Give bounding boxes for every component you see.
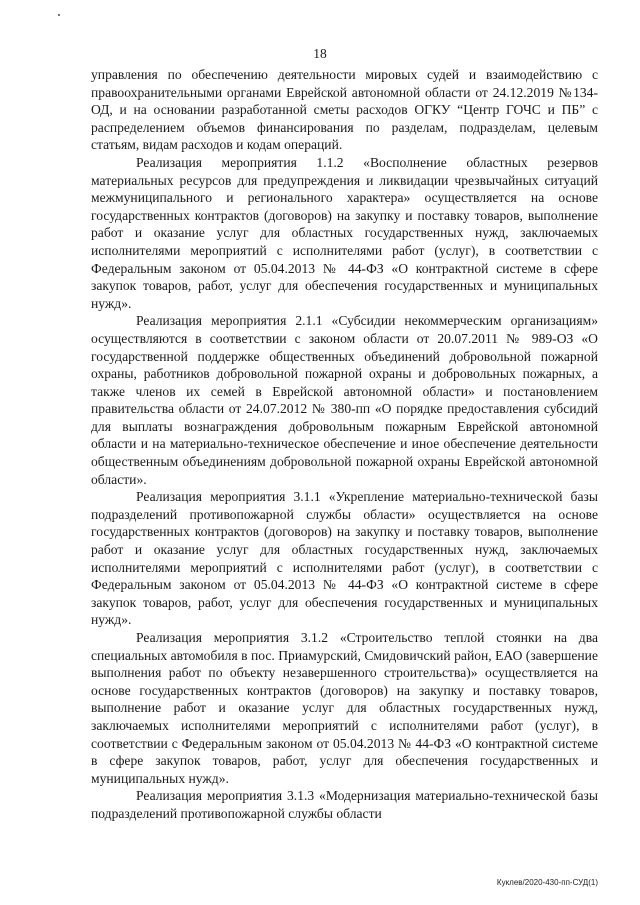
paragraph-measure-3-1-1: Реализация мероприятия 3.1.1 «Укрепление материально-технической базы подразделений противопожарной службы области» осуществляется на основе государственных контрактов (договоров) на закупку и поставку товаров, выполнение работ и оказание услуг для областных государственных нужд, заключаемых исполнителями мероприятий с исполнителями работ (услуг), в соответствии с Федеральным законом от 05.04.2013 № 44-ФЗ «О контрактной системе в сфере закупок товаров, работ, услуг для обеспечения государственных и муниципальных нужд».	[91, 489, 598, 628]
page-number: 18	[313, 46, 327, 61]
paragraph-continuation: управления по обеспечению деятельности мировых судей и взаимодействию с правоохранительными органами Еврейской автономной области от 24.12.2019 №134-ОД, и на основании разработанной сметы расходов ОГКУ “Центр ГОЧС и ПБ” с распределением объемов финансирования по разделам, подразделам, целевым статьям, видам расходов и кодам операций.	[91, 67, 598, 153]
paragraph-measure-1-1-2: Реализация мероприятия 1.1.2 «Восполнение областных резервов материальных ресурсов для предупреждения и ликвидации чрезвычайных ситуаций межмуниципального и регионального характера» осуществляется на основе государственных контрактов (договоров) на закупку и поставку товаров, выполнение работ и оказание услуг для областных государственных нужд, заключаемых исполнителями мероприятий с исполнителями работ (услуг), в соответствии с Федеральным законом от 05.04.2013 № 44-ФЗ «О контрактной системе в сфере закупок товаров, работ, услуг для обеспечения государственных и муниципальных нужд».	[91, 154, 598, 311]
paragraph-measure-2-1-1: Реализация мероприятия 2.1.1 «Субсидии некоммерческим организациям» осуществляются в соответствии с законом области от 20.07.2011 № 989-ОЗ «О государственной поддержке общественных объединений добровольной пожарной охраны, работников добровольной пожарной охраны и добровольных пожарных, а также членов их семей в Еврейской автономной области» и постановлением правительства области от 24.07.2012 № 380-пп «О порядке предоставления субсидий для выплаты вознаграждения добровольным пожарным Еврейской автономной области и на материально-техническое обеспечение и иное обеспечение деятельности общественным объединениям добровольной пожарной охраны Еврейской автономной области».	[91, 313, 598, 487]
document-body	[91, 66, 598, 823]
footer-document-code: Куклев/2020-430-пп-СУД(1)	[496, 878, 598, 887]
paragraph-measure-3-1-3: Реализация мероприятия 3.1.3 «Модернизация материально-технической базы подразделений противопожарной службы области	[91, 788, 598, 821]
scan-speck	[58, 14, 60, 16]
paragraph-measure-3-1-2: Реализация мероприятия 3.1.2 «Строительство теплой стоянки на два специальных автомобиля в пос. Приамурский, Смидовичский район, ЕАО (завершение выполнения работ по объекту незавершенного строительства)» осуществляется на основе государственных контрактов (договоров) на закупку и поставку товаров, выполнение работ и оказание услуг для областных государственных нужд, заключаемых исполнителями мероприятий с исполнителями работ (услуг), в соответствии с Федеральным законом от 05.04.2013 № 44-ФЗ «О контрактной системе в сфере закупок товаров, работ, услуг для обеспечения государственных и муниципальных нужд».	[91, 630, 598, 786]
